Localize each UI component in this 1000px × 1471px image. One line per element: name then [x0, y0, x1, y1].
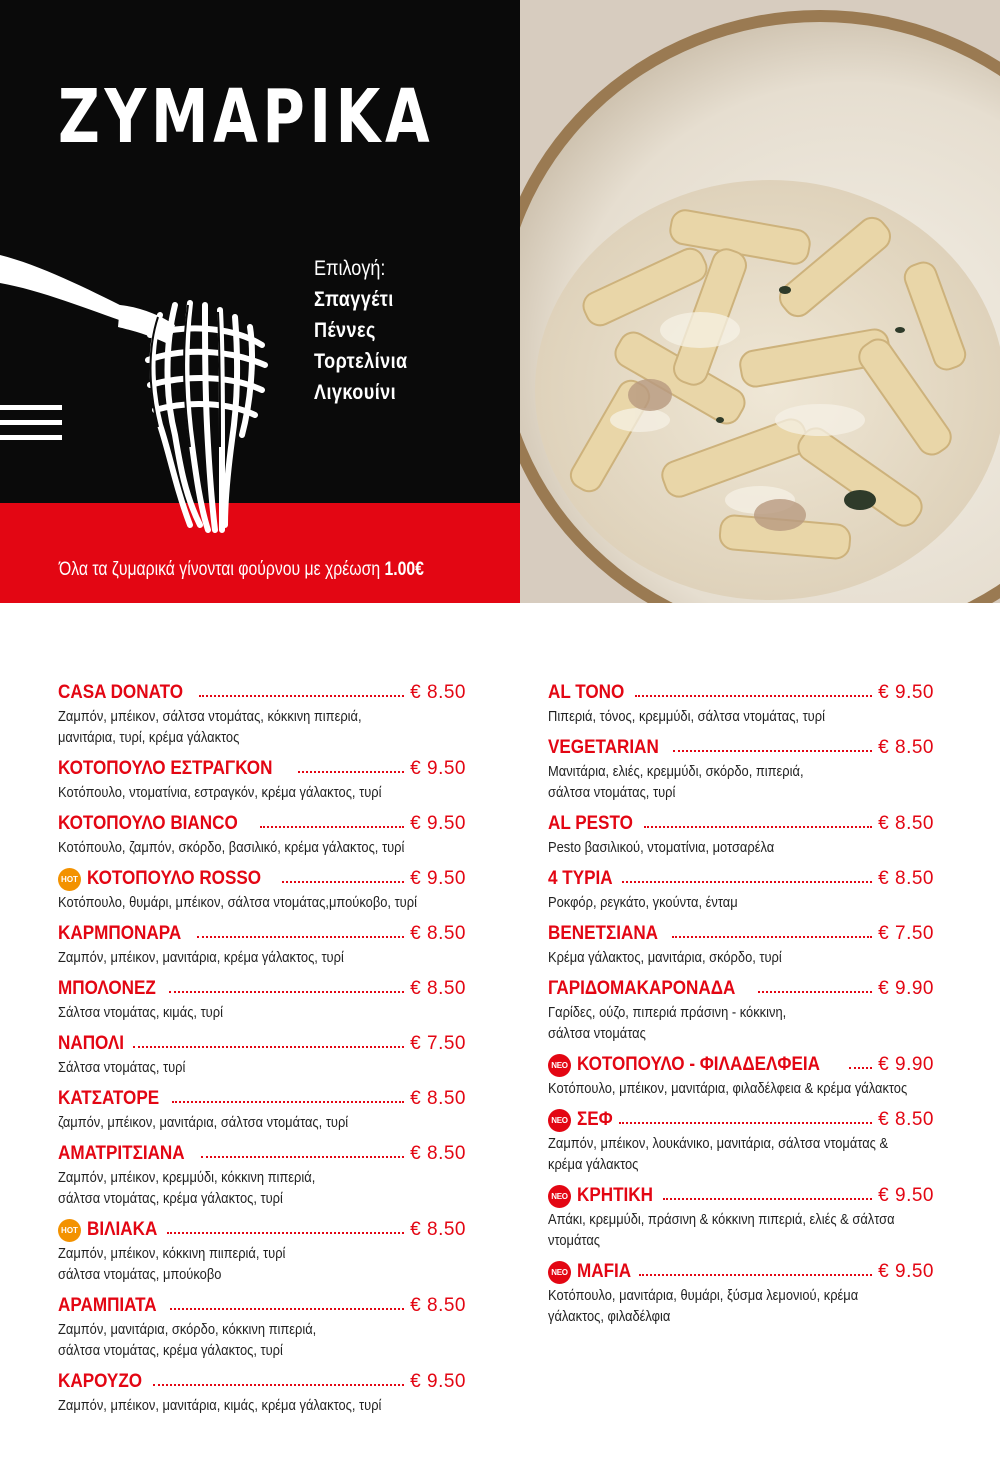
desc-line: σάλτσα ντομάτας, μπούκοβο [58, 1266, 222, 1283]
choice-penne: Πέννες [314, 319, 376, 342]
menu-item [58, 1293, 466, 1361]
menu-item-price: € 9.50 [410, 813, 466, 834]
menu-item [58, 756, 466, 803]
desc-line: Ζαμπόν, μπέικον, σάλτσα ντομάτας, κόκκινη πιπεριά, [58, 708, 362, 725]
menu-item-description [58, 892, 465, 913]
hot-badge-icon: HOT [58, 868, 81, 891]
menu-item-description [58, 782, 465, 803]
desc-line: σάλτσα ντομάτας, κρέμα γάλακτος, τυρί [58, 1190, 283, 1207]
new-badge-icon: ΝΕΟ [548, 1109, 571, 1132]
desc-line: Απάκι, κρεμμύδι, πράσινη & κόκκινη πιπεριά, ελιές & σάλτσα [548, 1211, 895, 1228]
menu-item [548, 1259, 934, 1327]
menu-item-price: € 8.50 [878, 737, 934, 758]
leader-dots [639, 1274, 872, 1276]
desc-line: ζαμπόν, μπέικον, μανιτάρια, σάλτσα ντομάτας, τυρί [58, 1114, 349, 1131]
menu-item [58, 1141, 466, 1209]
leader-dots [673, 750, 872, 752]
leader-dots [849, 1067, 872, 1069]
menu-item-price: € 8.50 [410, 682, 466, 703]
choice-linguine: Λιγκουίνι [314, 381, 397, 404]
menu-item-name: ΝΑΠΟΛΙ [58, 1033, 125, 1054]
oven-note-text: Όλα τα ζυμαρικά γίνονται φούρνου με χρέωση [59, 559, 381, 580]
menu-item-price: € 9.50 [878, 682, 934, 703]
menu-item-name: MAFIA [577, 1261, 632, 1282]
desc-line: Κρέμα γάλακτος, μανιτάρια, σκόρδο, τυρί [548, 949, 782, 966]
desc-line: Ζαμπόν, μπέικον, μανιτάρια, κιμάς, κρέμα γάλακτος, τυρί [58, 1397, 382, 1414]
leader-dots [282, 881, 404, 883]
menu-item-description [548, 1209, 933, 1251]
desc-line: Κοτόπουλο, θυμάρι, μπέικον, σάλτσα ντομάτας,μπούκοβο, τυρί [58, 894, 417, 911]
menu-item [548, 1183, 934, 1251]
desc-line: κρέμα γάλακτος [548, 1156, 639, 1173]
menu-item-description [58, 1243, 465, 1285]
menu-item-description [548, 1285, 933, 1327]
menu-item [548, 1052, 934, 1099]
menu-item-name: ΑΜΑΤΡΙΤΣΙΑΝΑ [58, 1143, 185, 1164]
desc-line: Ζαμπόν, μπέικον, λουκάνικο, μανιτάρια, σάλτσα ντομάτας & [548, 1135, 889, 1152]
pasta-choice-box [314, 254, 408, 408]
menu-item-price: € 8.50 [878, 868, 934, 889]
menu-item [58, 811, 466, 858]
leader-dots [644, 826, 872, 828]
leader-dots [172, 1101, 404, 1103]
menu-item-description [548, 706, 933, 727]
leader-dots [758, 991, 872, 993]
menu-item-description [548, 1133, 933, 1175]
desc-line: Κοτόπουλο, μπέικον, μανιτάρια, φιλαδέλφεια & κρέμα γάλακτος [548, 1080, 908, 1097]
menu-item-name: VEGETARIAN [548, 737, 659, 758]
leader-dots [635, 695, 872, 697]
desc-line: Γαρίδες, ούζο, πιπεριά πράσινη - κόκκινη, [548, 1004, 787, 1021]
desc-line: Ζαμπόν, μπέικον, κρεμμύδι, κόκκινη πιπεριά, [58, 1169, 316, 1186]
menu-item-price: € 9.90 [878, 1054, 934, 1075]
desc-line: Ζαμπόν, μπέικον, κόκκινη πιιπεριά, τυρί [58, 1245, 286, 1262]
desc-line: Ζαμπόν, μπέικον, μανιτάρια, κρέμα γάλακτος, τυρί [58, 949, 344, 966]
menu-item-description [58, 1395, 465, 1416]
menu-item-description [548, 761, 933, 803]
leader-dots [663, 1198, 872, 1200]
menu-item-name: ΜΠΟΛΟΝΕΖ [58, 978, 156, 999]
menu-item-price: € 7.50 [410, 1033, 466, 1054]
menu-item [58, 921, 466, 968]
desc-line: Κοτόπουλο, ζαμπόν, σκόρδο, βασιλικό, κρέμα γάλακτος, τυρί [58, 839, 405, 856]
menu-item [58, 1369, 466, 1416]
menu-item-description [58, 947, 465, 968]
menu-item [548, 680, 934, 727]
menu-item [58, 866, 466, 913]
desc-line: σάλτσα ντομάτας, κρέμα γάλακτος, τυρί [58, 1342, 283, 1359]
menu-item-price: € 8.50 [878, 1109, 934, 1130]
menu-item-price: € 9.50 [410, 868, 466, 889]
menu-item [58, 976, 466, 1023]
menu-item [548, 1107, 934, 1175]
menu-item-price: € 9.50 [410, 1371, 466, 1392]
hot-badge-icon: HOT [58, 1219, 81, 1242]
menu-item [58, 1217, 466, 1285]
desc-line: ντομάτας [548, 1232, 601, 1249]
menu-item-name: CASA DONATO [58, 682, 184, 703]
menu-item-name: AL TONO [548, 682, 625, 703]
menu-item-name: ΚΑΡΟΥΖΟ [58, 1371, 143, 1392]
menu-item-name: ΒΕΝΕΤΣΙΑΝΑ [548, 923, 659, 944]
menu-item-price: € 9.50 [878, 1261, 934, 1282]
menu-item [58, 1031, 466, 1078]
menu-item-description [548, 837, 933, 858]
desc-line: Πιπεριά, τόνος, κρεμμύδι, σάλτσα ντομάτας, τυρί [548, 708, 825, 725]
menu-item-price: € 7.50 [878, 923, 934, 944]
menu-item [548, 976, 934, 1044]
menu-item-description [58, 706, 465, 748]
menu-item-name: ΑΡΑΜΠΙΑΤΑ [58, 1295, 157, 1316]
menu-item-price: € 8.50 [410, 1143, 466, 1164]
leader-dots [619, 1122, 873, 1124]
choice-label: Επιλογή: [314, 257, 386, 280]
desc-line: σάλτσα ντομάτας [548, 1025, 646, 1042]
choice-spaghetti: Σπαγγέτι [314, 288, 394, 311]
desc-line: μανιτάρια, τυρί, κρέμα γάλακτος [58, 729, 240, 746]
menu-item-description [548, 1078, 933, 1099]
menu-item-price: € 8.50 [410, 923, 466, 944]
menu-item-price: € 8.50 [410, 1088, 466, 1109]
menu-item-price: € 9.50 [410, 758, 466, 779]
menu-item-description [548, 892, 933, 913]
oven-note [59, 559, 524, 581]
menu-item [548, 735, 934, 803]
menu-item [548, 866, 934, 913]
menu-item-name: ΚΡΗΤΙΚΗ [577, 1185, 654, 1206]
menu-item [548, 921, 934, 968]
desc-line: Κοτόπουλο, μανιτάρια, θυμάρι, ξύσμα λεμονιού, κρέμα [548, 1287, 859, 1304]
menu-item-price: € 8.50 [878, 813, 934, 834]
desc-line: Κοτόπουλο, ντοματίνια, εστραγκόν, κρέμα γάλακτος, τυρί [58, 784, 382, 801]
desc-line: Pesto βασιλικού, ντοματίνια, μοτσαρέλα [548, 839, 775, 856]
menu-item-description [58, 1319, 465, 1361]
leader-dots [133, 1046, 404, 1048]
leader-dots [169, 991, 404, 993]
menu-item-name: ΓΑΡΙΔΟΜΑΚΑΡΟΝΑΔΑ [548, 978, 736, 999]
leader-dots [199, 695, 404, 697]
menu-item-name: ΚΟΤΟΠΟΥΛΟ - ΦΙΛΑΔΕΛΦΕΙΑ [577, 1054, 820, 1075]
new-badge-icon: ΝΕΟ [548, 1185, 571, 1208]
menu-item-name: ΚΑΤΣΑΤΟΡΕ [58, 1088, 160, 1109]
leader-dots [167, 1232, 404, 1234]
fork-with-spaghetti-illustration [0, 235, 300, 535]
desc-line: γάλακτος, φιλαδέλφια [548, 1308, 671, 1325]
menu-item-description [58, 837, 465, 858]
menu-column-left [58, 680, 466, 1424]
menu-item-price: € 8.50 [410, 978, 466, 999]
menu-item-description [58, 1057, 465, 1078]
leader-dots [170, 1308, 405, 1310]
menu-item-price: € 9.50 [878, 1185, 934, 1206]
menu-item-description [58, 1112, 465, 1133]
desc-line: σάλτσα ντομάτας, τυρί [548, 784, 676, 801]
desc-line: Σάλτσα ντομάτας, τυρί [58, 1059, 186, 1076]
menu-item-description [58, 1167, 465, 1209]
leader-dots [298, 771, 404, 773]
oven-note-price: 1.00€ [384, 559, 424, 580]
menu-column-right [548, 680, 934, 1335]
leader-dots [197, 936, 404, 938]
menu-item-name: ΣΕΦ [577, 1109, 613, 1130]
menu-item-name: ΚΑΡΜΠΟΝΑΡΑ [58, 923, 182, 944]
menu-item [58, 1086, 466, 1133]
menu-item-price: € 8.50 [410, 1219, 466, 1240]
leader-dots [153, 1384, 404, 1386]
desc-line: Ροκφόρ, ρεγκάτο, γκούντα, ένταμ [548, 894, 738, 911]
menu-item-price: € 8.50 [410, 1295, 466, 1316]
menu-item-description [58, 1002, 465, 1023]
menu-item-name: AL PESTO [548, 813, 633, 834]
menu-item-name: ΚΟΤΟΠΟΥΛΟ BIANCO [58, 813, 238, 834]
leader-dots [201, 1156, 404, 1158]
menu-item-description [548, 1002, 933, 1044]
leader-dots [260, 826, 404, 828]
menu-item-name: ΒΙΛΙΑΚΑ [87, 1219, 158, 1240]
leader-dots [622, 881, 872, 883]
page-title: ΖΥΜΑΡΙΚΑ [58, 74, 435, 160]
pasta-photo [520, 0, 1000, 603]
menu-item-description [548, 947, 933, 968]
menu-item-name: 4 ΤΥΡΙΑ [548, 868, 613, 889]
leader-dots [672, 936, 872, 938]
new-badge-icon: ΝΕΟ [548, 1054, 571, 1077]
choice-tortellini: Τορτελίνια [314, 350, 408, 373]
menu-item [548, 811, 934, 858]
menu-item-name: ΚΟΤΟΠΟΥΛΟ ROSSO [87, 868, 262, 889]
menu-item-price: € 9.90 [878, 978, 934, 999]
desc-line: Μανιτάρια, ελιές, κρεμμύδι, σκόρδο, πιπεριά, [548, 763, 804, 780]
desc-line: Σάλτσα ντομάτας, κιμάς, τυρί [58, 1004, 223, 1021]
menu-item-name: ΚΟΤΟΠΟΥΛΟ ΕΣΤΡΑΓΚΟΝ [58, 758, 273, 779]
desc-line: Ζαμπόν, μανιτάρια, σκόρδο, κόκκινη πιπεριά, [58, 1321, 317, 1338]
menu-item [58, 680, 466, 748]
new-badge-icon: ΝΕΟ [548, 1261, 571, 1284]
